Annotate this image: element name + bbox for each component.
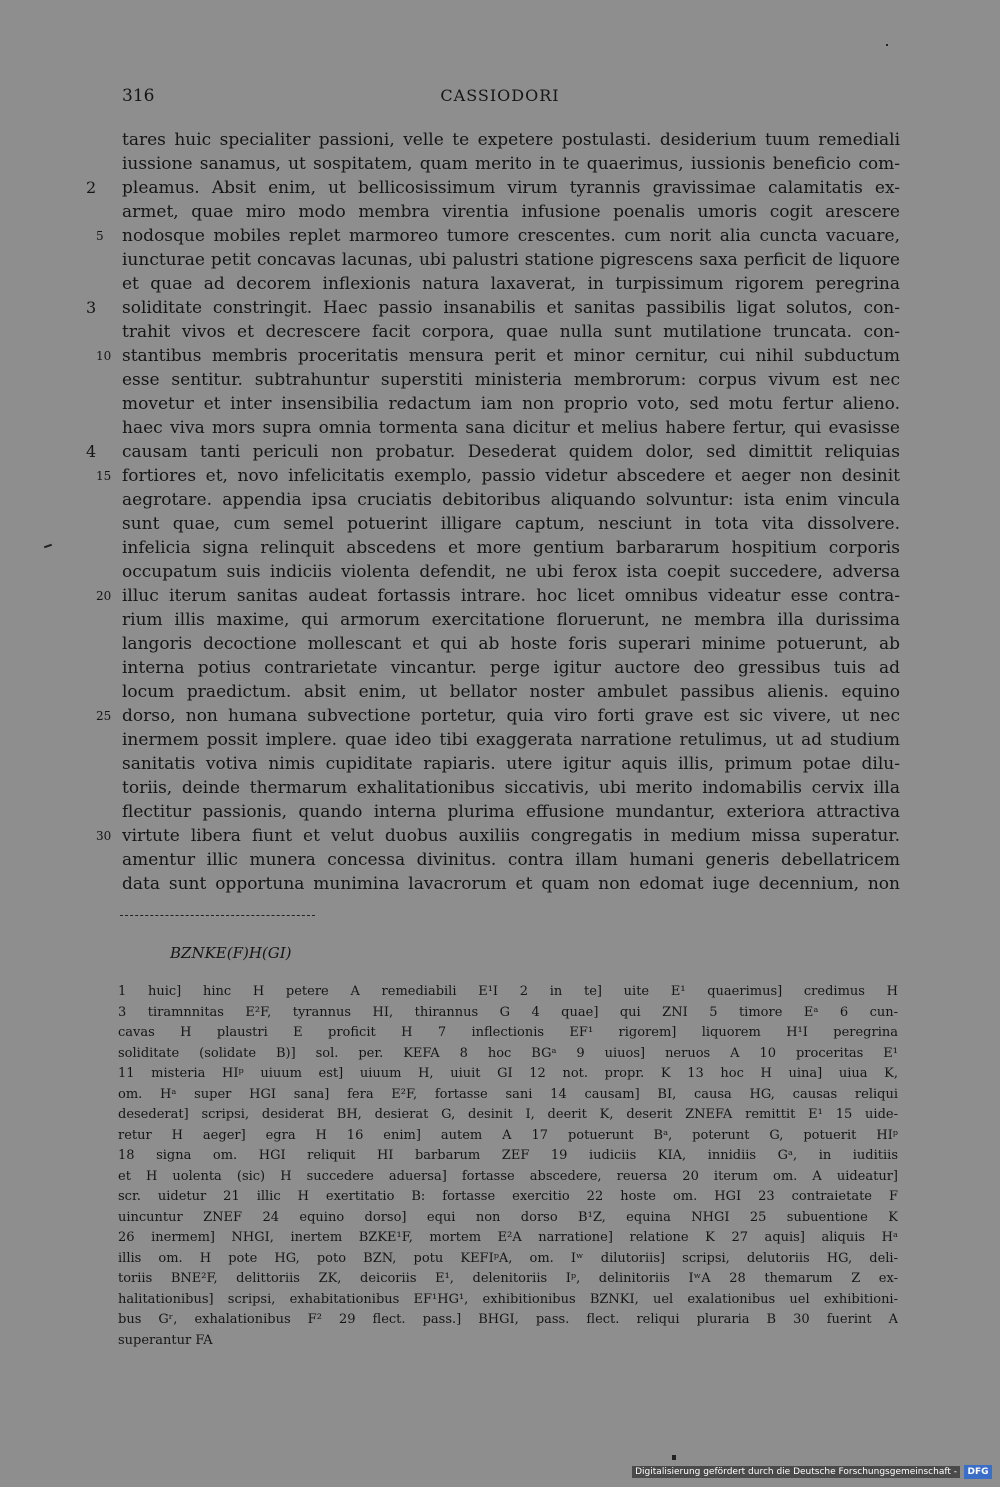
text-line: aegrotare. appendia ipsa cruciatis debitoribus aliquando solvuntur: ista enim vincula: [122, 490, 900, 510]
text-line: illuc iterum sanitas audeat fortassis intrare. hoc licet omnibus videatur esse contra-: [122, 586, 900, 606]
text-line: dorso, non humana subvectione portetur, quia viro forti grave est sic vivere, ut nec: [122, 706, 900, 726]
text-line: nodosque mobiles replet marmoreo tumore crescentes. cum norit alia cuncta vacuare,: [122, 226, 900, 246]
text-line: stantibus membris proceritatis mensura perit et minor cernitur, cui nihil subductum: [122, 346, 900, 366]
line-number: 5: [96, 229, 104, 243]
text-line: haec viva mors supra omnia tormenta sana dicitur et melius habere fertur, qui evasisse: [122, 418, 900, 438]
text-line: sanitatis votiva nimis cupiditate rapiaris. utere igitur aquis illis, primum potae dilu-: [122, 754, 900, 774]
manuscript-sigla: BZNKE(F)H(GI): [170, 944, 292, 962]
text-line: sunt quae, cum semel potuerint illigare captum, nesciunt in tota vita dissolvere.: [122, 514, 900, 534]
section-number: 4: [86, 442, 97, 461]
text-line: rium illis maxime, qui armorum exercitatione floruerunt, ne membra illa durissima: [122, 610, 900, 630]
apparatus-line: retur H aeger] egra H 16 enim] autem A 17 potuerunt Bᵃ, poterunt G, potuerit HIᵖ: [118, 1127, 898, 1143]
text-line: data sunt opportuna munimina lavacrorum et quam non edomat iuge decennium, non: [122, 874, 900, 894]
text-line: locum praedictum. absit enim, ut bellator noster ambulet passibus alienis. equino: [122, 682, 900, 702]
apparatus-line: desederat] scripsi, desiderat BH, desierat G, desinit I, deerit K, deserit ZNEFA remittit E¹ 15 uide-: [118, 1107, 898, 1122]
running-head: CASSIODORI: [440, 86, 560, 105]
text-line: occupatum suis indiciis violenta defendit, ne ubi ferox ista coepit succedere, adversa: [122, 562, 900, 582]
text-line: interna potius contrarietate vincantur. perge igitur auctore deo gressibus tuis ad: [122, 658, 900, 678]
text-line: toriis, deinde thermarum exhalitationibus siccativis, ubi merito indomabilis cervix illa: [122, 778, 900, 798]
text-line: et quae ad decorem inflexionis natura laxaverat, in turpissimum rigorem peregrina: [122, 274, 900, 294]
text-line: langoris decoctione mollescant et qui ab hoste foris superari minime potuerunt, ab: [122, 634, 900, 654]
apparatus-line: et H uolenta (sic) H succedere aduersa] fortasse abscedere, reuersa 20 iterum om. A uideatur]: [118, 1168, 898, 1184]
text-line: tares huic specialiter passioni, velle te expetere postulasti. desiderium tuum remediali: [122, 130, 900, 150]
text-line: virtute libera fiunt et velut duobus auxiliis congregatis in medium missa superatur.: [122, 826, 900, 846]
apparatus-line: halitationibus] scripsi, exhabitationibus EF¹HG¹, exhibitionibus BZNKI, uel exalationibus uel exhibitioni-: [118, 1291, 898, 1307]
text-line: amentur illic munera concessa divinitus. contra illam humani generis debellatricem: [122, 850, 900, 870]
apparatus-line: illis om. H pote HG, poto BZN, potu KEFIᵖA, om. Iʷ dilutoriis] scripsi, delutoriis HG, deli-: [118, 1250, 898, 1266]
apparatus-line: 3 tiramnnitas E²F, tyrannus HI, thirannus G 4 quae] qui ZNI 5 timore Eᵃ 6 cun-: [118, 1004, 898, 1020]
text-line: infelicia signa relinquit abscedens et more gentium barbararum hospitium corporis: [122, 538, 900, 558]
text-line: soliditate constringit. Haec passio insanabilis et sanitas passibilis ligat solutos, con-: [122, 298, 900, 318]
line-number: 20: [96, 589, 112, 603]
text-line: inermem possit implere. quae ideo tibi exaggerata narratione retulimus, ut ad studium: [122, 730, 900, 750]
apparatus-line: soliditate (solidate B)] sol. per. KEFA 8 hoc BGᵃ 9 uiuos] neruos A 10 proceritas E¹: [118, 1045, 898, 1061]
line-number: 25: [96, 709, 112, 723]
footnote-separator: [120, 915, 315, 916]
text-line: fortiores et, novo infelicitatis exemplo, passio videtur abscedere et aeger non desinit: [122, 466, 900, 486]
text-line: pleamus. Absit enim, ut bellicosissimum virum tyrannis gravissimae calamitatis ex-: [122, 178, 900, 198]
page-number: 316: [122, 86, 155, 106]
apparatus-line: cavas H plaustri E proficit H 7 inflectionis EF¹ rigorem] liquorem H¹I peregrina: [118, 1025, 898, 1040]
text-line: iussione sanamus, ut sospitatem, quam merito in te quaerimus, iussionis beneficio com-: [122, 154, 900, 174]
apparatus-line: 26 inermem] NHGI, inertem BZKE¹F, mortem E²A narratione] relatione K 27 aquis] aliquis Hᵃ: [118, 1230, 898, 1245]
line-number: 15: [96, 469, 112, 483]
apparatus-line: 1 huic] hinc H petere A remediabili E¹I 2 in te] uite E¹ quaerimus] credimus H: [118, 984, 898, 999]
text-line: trahit vivos et decrescere facit corpora, quae nulla sunt mutilatione truncata. con-: [122, 322, 900, 342]
apparatus-line: bus Gʳ, exhalationibus F² 29 flect. pass.] BHGI, pass. flect. reliqui pluraria B 30 fuerint A: [118, 1312, 898, 1327]
stray-dot: [886, 44, 888, 46]
stray-mark: [44, 544, 52, 549]
section-number: 3: [86, 298, 97, 317]
apparatus-line: om. Hᵃ super HGI sana] fera E²F, fortasse sani 14 causam] BI, causa HG, causas reliqui: [118, 1086, 898, 1102]
apparatus-line: scr. uidetur 21 illic H exertitatio B: fortasse exercitio 22 hoste om. HGI 23 contraietate F: [118, 1189, 898, 1204]
line-number: 30: [96, 829, 112, 843]
apparatus-line: toriis BNE²F, delittoriis ZK, deicoriis E¹, delenitoriis Iᵖ, delinitoriis IʷA 28 themarum Z ex-: [118, 1271, 898, 1286]
critical-apparatus: [118, 982, 898, 1351]
footer-dot: [672, 1455, 676, 1460]
apparatus-line: 11 misteria HIᵖ uiuum est] uiuum H, uiuit GI 12 not. propr. K 13 hoc H uina] uiua K,: [118, 1066, 898, 1081]
dfg-credit: Digitalisierung gefördert durch die Deutsche Forschungsgemeinschaft -: [632, 1466, 960, 1478]
apparatus-line: superantur FA: [118, 1332, 213, 1348]
dfg-logo: DFG: [964, 1465, 992, 1479]
text-line: esse sentitur. subtrahuntur superstiti ministeria membrorum: corpus vivum est nec: [122, 370, 900, 390]
line-number: 10: [96, 349, 112, 363]
text-line: flectitur passionis, quando interna plurima effusione mundantur, exteriora attractiva: [122, 802, 900, 822]
text-line: armet, quae miro modo membra virentia infusione poenalis umoris cogit arescere: [122, 202, 900, 222]
text-line: causam tanti periculi non probatur. Desederat quidem dolor, sed dimittit reliquias: [122, 442, 900, 462]
apparatus-line: 18 signa om. HGI reliquit HI barbarum ZEF 19 iudiciis KIA, innidiis Gᵃ, in iuditiis: [118, 1148, 898, 1163]
text-line: iuncturae petit concavas lacunas, ubi palustri statione pigrescens saxa perficit de liquore: [122, 250, 900, 270]
section-number: 2: [86, 178, 97, 197]
main-text: [122, 128, 900, 896]
apparatus-line: uincuntur ZNEF 24 equino dorso] equi non dorso B¹Z, equina NHGI 25 subuentione K: [118, 1209, 898, 1225]
text-line: movetur et inter insensibilia redactum iam non proprio voto, sed motu fertur alieno.: [122, 394, 900, 414]
